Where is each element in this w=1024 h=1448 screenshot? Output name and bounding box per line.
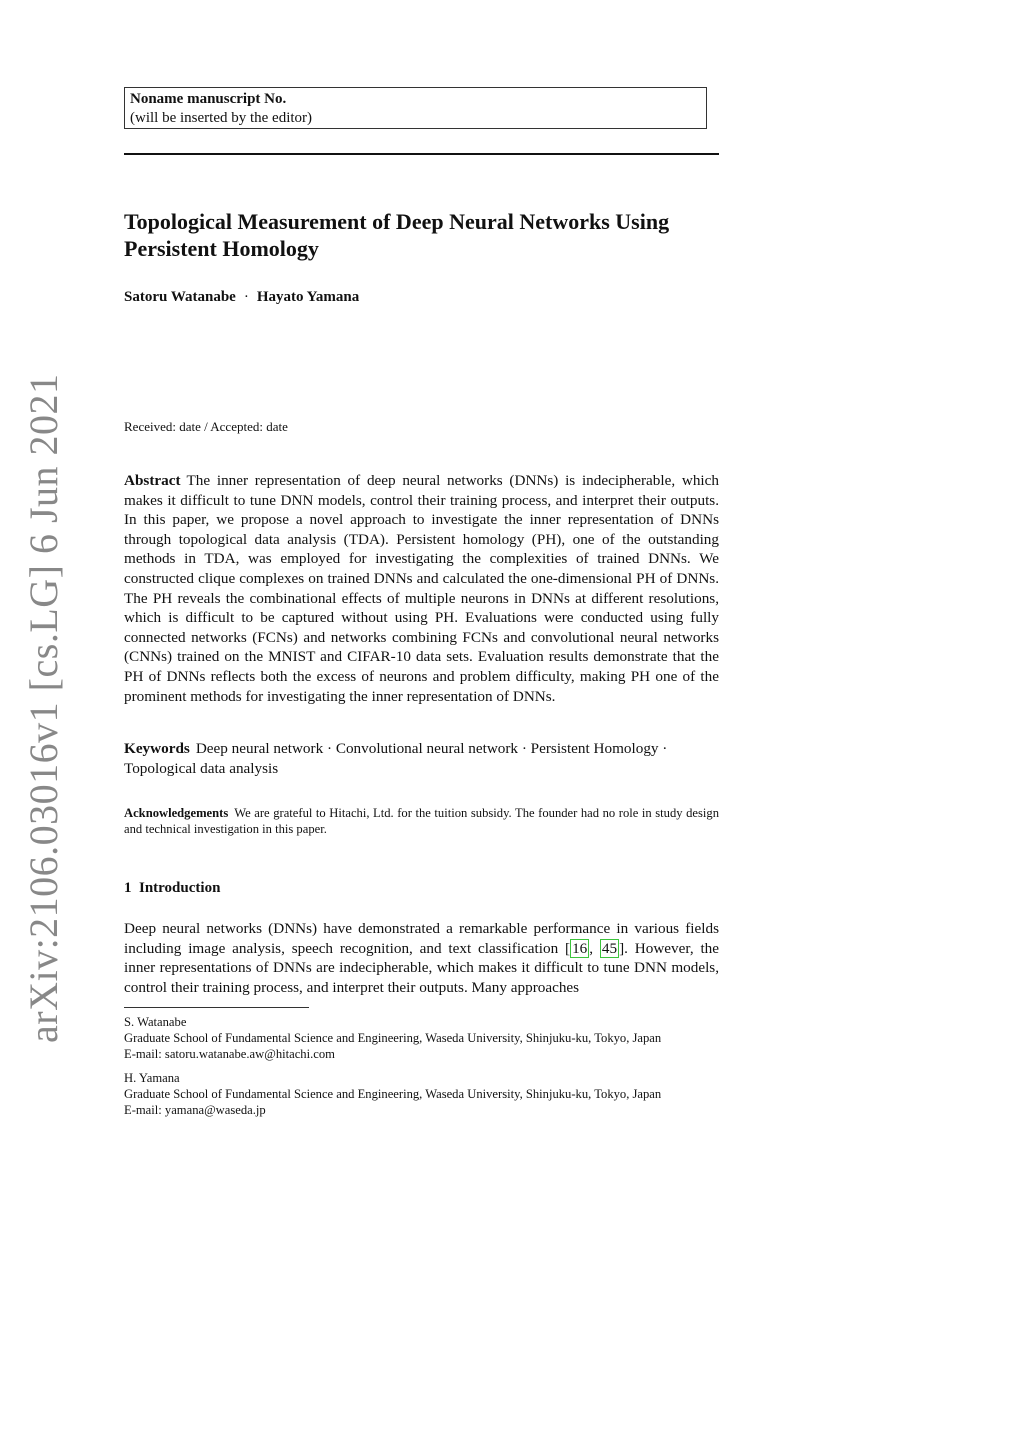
footnote-name: S. Watanabe	[124, 1015, 187, 1029]
manuscript-number-label: Noname manuscript No.	[130, 91, 287, 107]
acknowledgements-text: We are grateful to Hitachi, Ltd. for the tuition subsidy. The founder had no role in study design and technical investigation in this paper.	[124, 806, 719, 836]
introduction-paragraph	[124, 919, 719, 997]
manuscript-number-box	[124, 87, 707, 129]
author-separator: ·	[243, 289, 249, 305]
abstract-label: Abstract	[124, 472, 181, 489]
section-title: Introduction	[139, 880, 221, 896]
acknowledgements	[124, 805, 719, 837]
keywords	[124, 739, 719, 778]
acknowledgements-label: Acknowledgements	[124, 806, 229, 820]
abstract-text: The inner representation of deep neural networks (DNNs) is indecipherable, which makes it difficult to tune DNN models, control their training process, and interpret their outputs. In this paper, we propose a novel approach to investigate the inner representation of DNNs through topological data analysis (TDA). Persistent homology (PH), one of the outstanding methods in TDA, was employed for investigating the complexities of trained DNNs. We constructed clique complexes on trained DNNs and calculated the one-dimensional PH of DNNs. The PH reveals the combinational effects of multiple neurons in DNNs at different resolutions, which is difficult to be captured without using PH. Evaluations were conducted using fully connected networks (FCNs) and networks combining FCNs and convolutional neural networks (CNNs) trained on the MNIST and CIFAR-10 data sets. Evaluation results demonstrate that the PH of DNNs reflects both the excess of neurons and problem difficulty, making PH one of the prominent methods for investigating the inner representation of DNNs.	[124, 472, 719, 705]
editor-note: (will be inserted by the editor)	[130, 110, 313, 126]
header-rule	[124, 153, 719, 155]
citation-link[interactable]: 16	[572, 939, 588, 957]
abstract	[124, 471, 719, 706]
intro-text-end: ]. However, the inner representations of DNNs are indecipherable, which makes it difficult to tune DNN models, control their training process, and interpret their outputs. Many approaches	[124, 939, 720, 996]
citation-link[interactable]: 45	[601, 939, 618, 957]
paper-title: Topological Measurement of Deep Neural Networks Using Persistent Homology	[124, 209, 670, 261]
footnote-affiliation: Graduate School of Fundamental Science and Engineering, Waseda University, Shinjuku-ku, Tokyo, Japan	[124, 1087, 662, 1101]
arxiv-stamp: arXiv:2106.03016v1 [cs.LG] 6 Jun 2021	[21, 373, 66, 1043]
section-heading	[124, 880, 220, 897]
footnote-email: E-mail: yamana@waseda.jp	[124, 1103, 266, 1117]
footnote-affiliation: Graduate School of Fundamental Science and Engineering, Waseda University, Shinjuku-ku, Tokyo, Japan	[124, 1031, 662, 1045]
footnote-author-1	[124, 1014, 744, 1062]
footnote-email: E-mail: satoru.watanabe.aw@hitachi.com	[124, 1047, 335, 1061]
author-name: Satoru Watanabe	[124, 289, 236, 305]
author-list	[124, 289, 359, 306]
footnote-name: H. Yamana	[124, 1071, 180, 1085]
received-date: Received: date / Accepted: date	[124, 419, 288, 434]
intro-text-start: Deep neural networks (DNNs) have demonstrated a remarkable performance in various fields including image analysis, speech recognition, and text classification [	[124, 920, 719, 957]
footnote-author-2	[124, 1070, 744, 1118]
citation-separator: ,	[589, 939, 600, 957]
author-name: Hayato Yamana	[256, 289, 360, 305]
keywords-label: Keywords	[124, 740, 190, 757]
footnote-rule	[124, 1007, 309, 1008]
section-number: 1	[124, 880, 132, 896]
keywords-text: Deep neural network · Convolutional neural network · Persistent Homology · Topological data analysis	[124, 740, 668, 777]
